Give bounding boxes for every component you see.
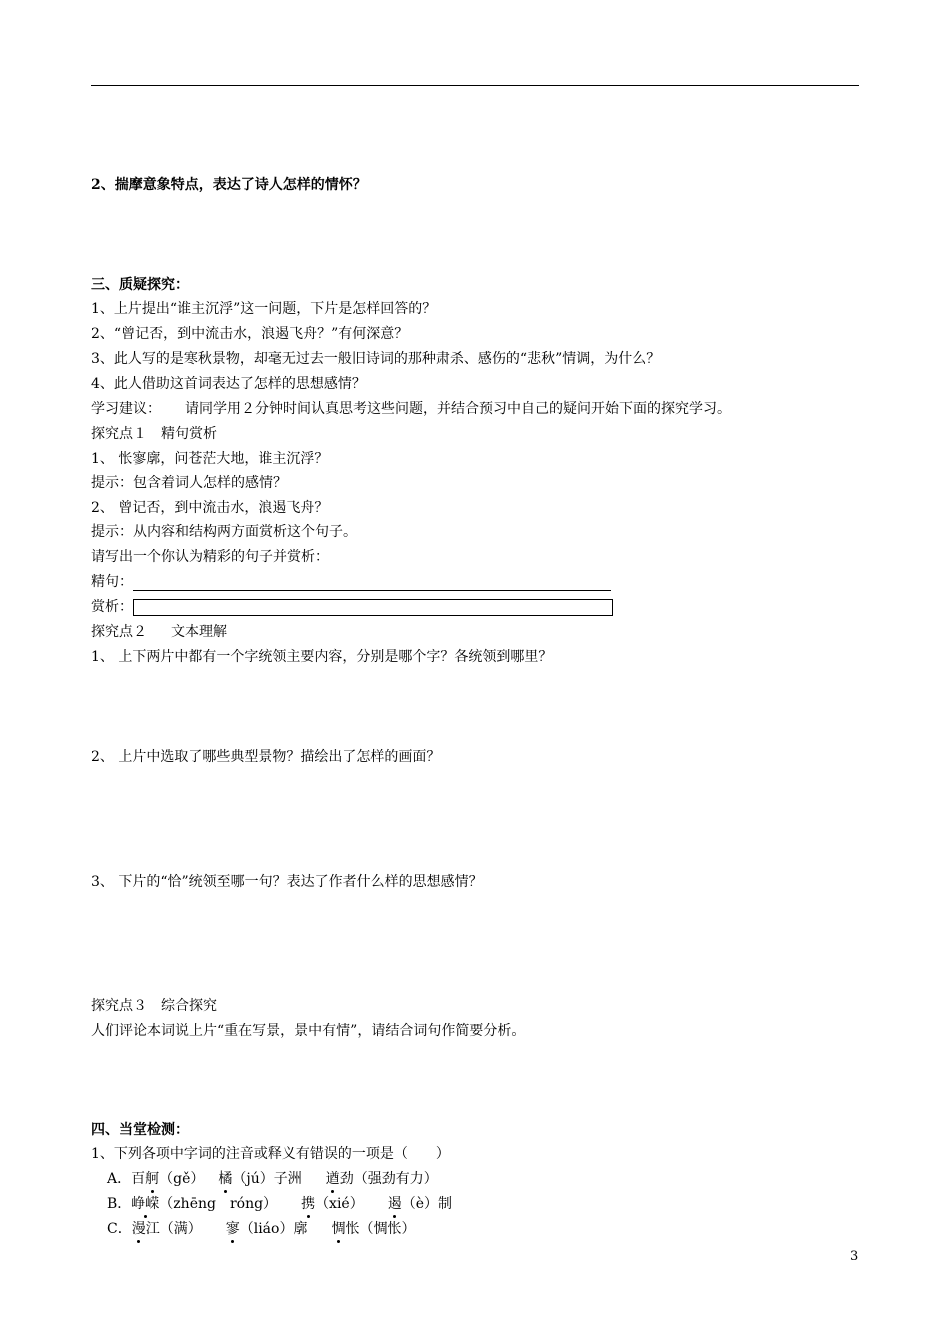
study-suggestion-text: 请同学用２分钟时间认真思考这些问题，并结合预习中自己的疑问开始下面的探究学习。 xyxy=(185,401,731,417)
inquiry-point-2-question-1: 1、 上下两片中都有一个字统领主要内容，分别是哪个字？各统领到哪里？ xyxy=(91,649,553,665)
option-b-term-1-rest: （zhēng róng） xyxy=(159,1196,278,1212)
option-a-term-1-pre: 百 xyxy=(131,1171,146,1187)
appreciation-answer-box[interactable] xyxy=(133,599,613,616)
option-c[interactable] xyxy=(107,1220,415,1238)
section-3-question-3: 3、此人写的是寒秋景物，却毫无过去一般旧诗词的那种肃杀、感伤的“悲秋”情调，为什么？ xyxy=(91,351,661,367)
sentence-answer-row xyxy=(91,573,611,591)
section-3-title: 三、质疑探究： xyxy=(91,277,189,293)
inquiry-point-1-item-5: 请写出一个你认为精彩的句子并赏析： xyxy=(91,549,329,565)
inquiry-point-3-label: 探究点３ xyxy=(91,998,147,1014)
inquiry-point-1-item-1: 1、 怅寥廓，问苍茫大地，谁主沉浮？ xyxy=(91,451,329,467)
option-b-term-2-rest: （xié） xyxy=(315,1196,364,1212)
inquiry-point-3-question: 人们评论本词说上片“重在写景，景中有情”，请结合词句作简要分析。 xyxy=(91,1023,526,1039)
option-b-term-1-marked: 峥嵘 xyxy=(131,1196,160,1212)
inquiry-point-1-item-3: 2、 曾记否，到中流击水，浪遏飞舟？ xyxy=(91,500,329,516)
option-a-term-2-marked: 橘 xyxy=(218,1171,233,1187)
sentence-label: 精句： xyxy=(91,574,133,590)
section-3-question-2: 2、“曾记否，到中流击水，浪遏飞舟？”有何深意？ xyxy=(91,326,409,342)
inquiry-point-2-label: 探究点２ xyxy=(91,624,147,640)
header-rule xyxy=(91,85,859,86)
inquiry-point-1-name: 精句赏析 xyxy=(161,426,217,442)
option-c-letter: C． xyxy=(107,1221,132,1237)
option-b-term-3-rest: （è）制 xyxy=(401,1196,453,1212)
option-a-term-3-marked: 遒 xyxy=(325,1171,340,1187)
section-3-question-1: 1、上片提出“谁主沉浮”这一问题，下片是怎样回答的？ xyxy=(91,301,437,317)
appreciation-label: 赏析： xyxy=(91,599,133,615)
section-4-title: 四、当堂检测： xyxy=(91,1122,189,1138)
inquiry-point-2-question-3: 3、 下片的“恰”统领至哪一句？表达了作者什么样的思想感情？ xyxy=(91,874,483,890)
inquiry-point-2-name: 文本理解 xyxy=(171,624,227,640)
question-2-heading: 2、揣摩意象特点，表达了诗人怎样的情怀？ xyxy=(91,177,367,193)
test-question-1-stem: 1、下列各项中字词的注音或释义有错误的一项是（ ） xyxy=(91,1146,450,1162)
appreciation-answer-row xyxy=(91,598,613,616)
option-c-term-1-rest: 江（满） xyxy=(145,1221,202,1237)
inquiry-point-2-heading xyxy=(91,623,227,641)
option-a-term-2-rest: （jú）子洲 xyxy=(232,1171,302,1187)
study-suggestion-label: 学习建议： xyxy=(91,401,161,417)
page-number: 3 xyxy=(850,1249,859,1264)
option-b-term-2-marked: 携 xyxy=(301,1196,316,1212)
inquiry-point-1-heading xyxy=(91,425,217,443)
option-a-term-1-rest: （gě） xyxy=(159,1171,205,1187)
option-c-term-1-marked: 漫 xyxy=(131,1221,146,1237)
inquiry-point-3-name: 综合探究 xyxy=(161,998,217,1014)
option-c-term-3-rest: 怅（惆怅） xyxy=(345,1221,416,1237)
study-suggestion xyxy=(91,400,731,418)
option-a-term-1-marked: 舸 xyxy=(145,1171,160,1187)
section-3-question-4: 4、此人借助这首词表达了怎样的思想感情？ xyxy=(91,376,366,392)
inquiry-point-1-item-2: 提示：包含着词人怎样的感情？ xyxy=(91,475,287,491)
option-b[interactable] xyxy=(107,1195,452,1213)
sentence-answer-line[interactable] xyxy=(133,575,611,591)
inquiry-point-1-label: 探究点１ xyxy=(91,426,147,442)
inquiry-point-2-question-2: 2、 上片中选取了哪些典型景物？描绘出了怎样的画面？ xyxy=(91,749,441,765)
inquiry-point-1-item-4: 提示：从内容和结构两方面赏析这个句子。 xyxy=(91,524,357,540)
option-a-letter: A． xyxy=(107,1171,132,1187)
option-c-term-3-marked: 惆 xyxy=(331,1221,346,1237)
option-b-letter: B． xyxy=(107,1196,132,1212)
option-c-term-2-rest: （liáo）廓 xyxy=(239,1221,308,1237)
option-c-term-2-marked: 寥 xyxy=(225,1221,240,1237)
option-b-term-3-marked: 遏 xyxy=(387,1196,402,1212)
option-a-term-3-rest: 劲（强劲有力） xyxy=(339,1171,438,1187)
inquiry-point-3-heading xyxy=(91,997,217,1015)
option-a[interactable] xyxy=(107,1170,438,1188)
